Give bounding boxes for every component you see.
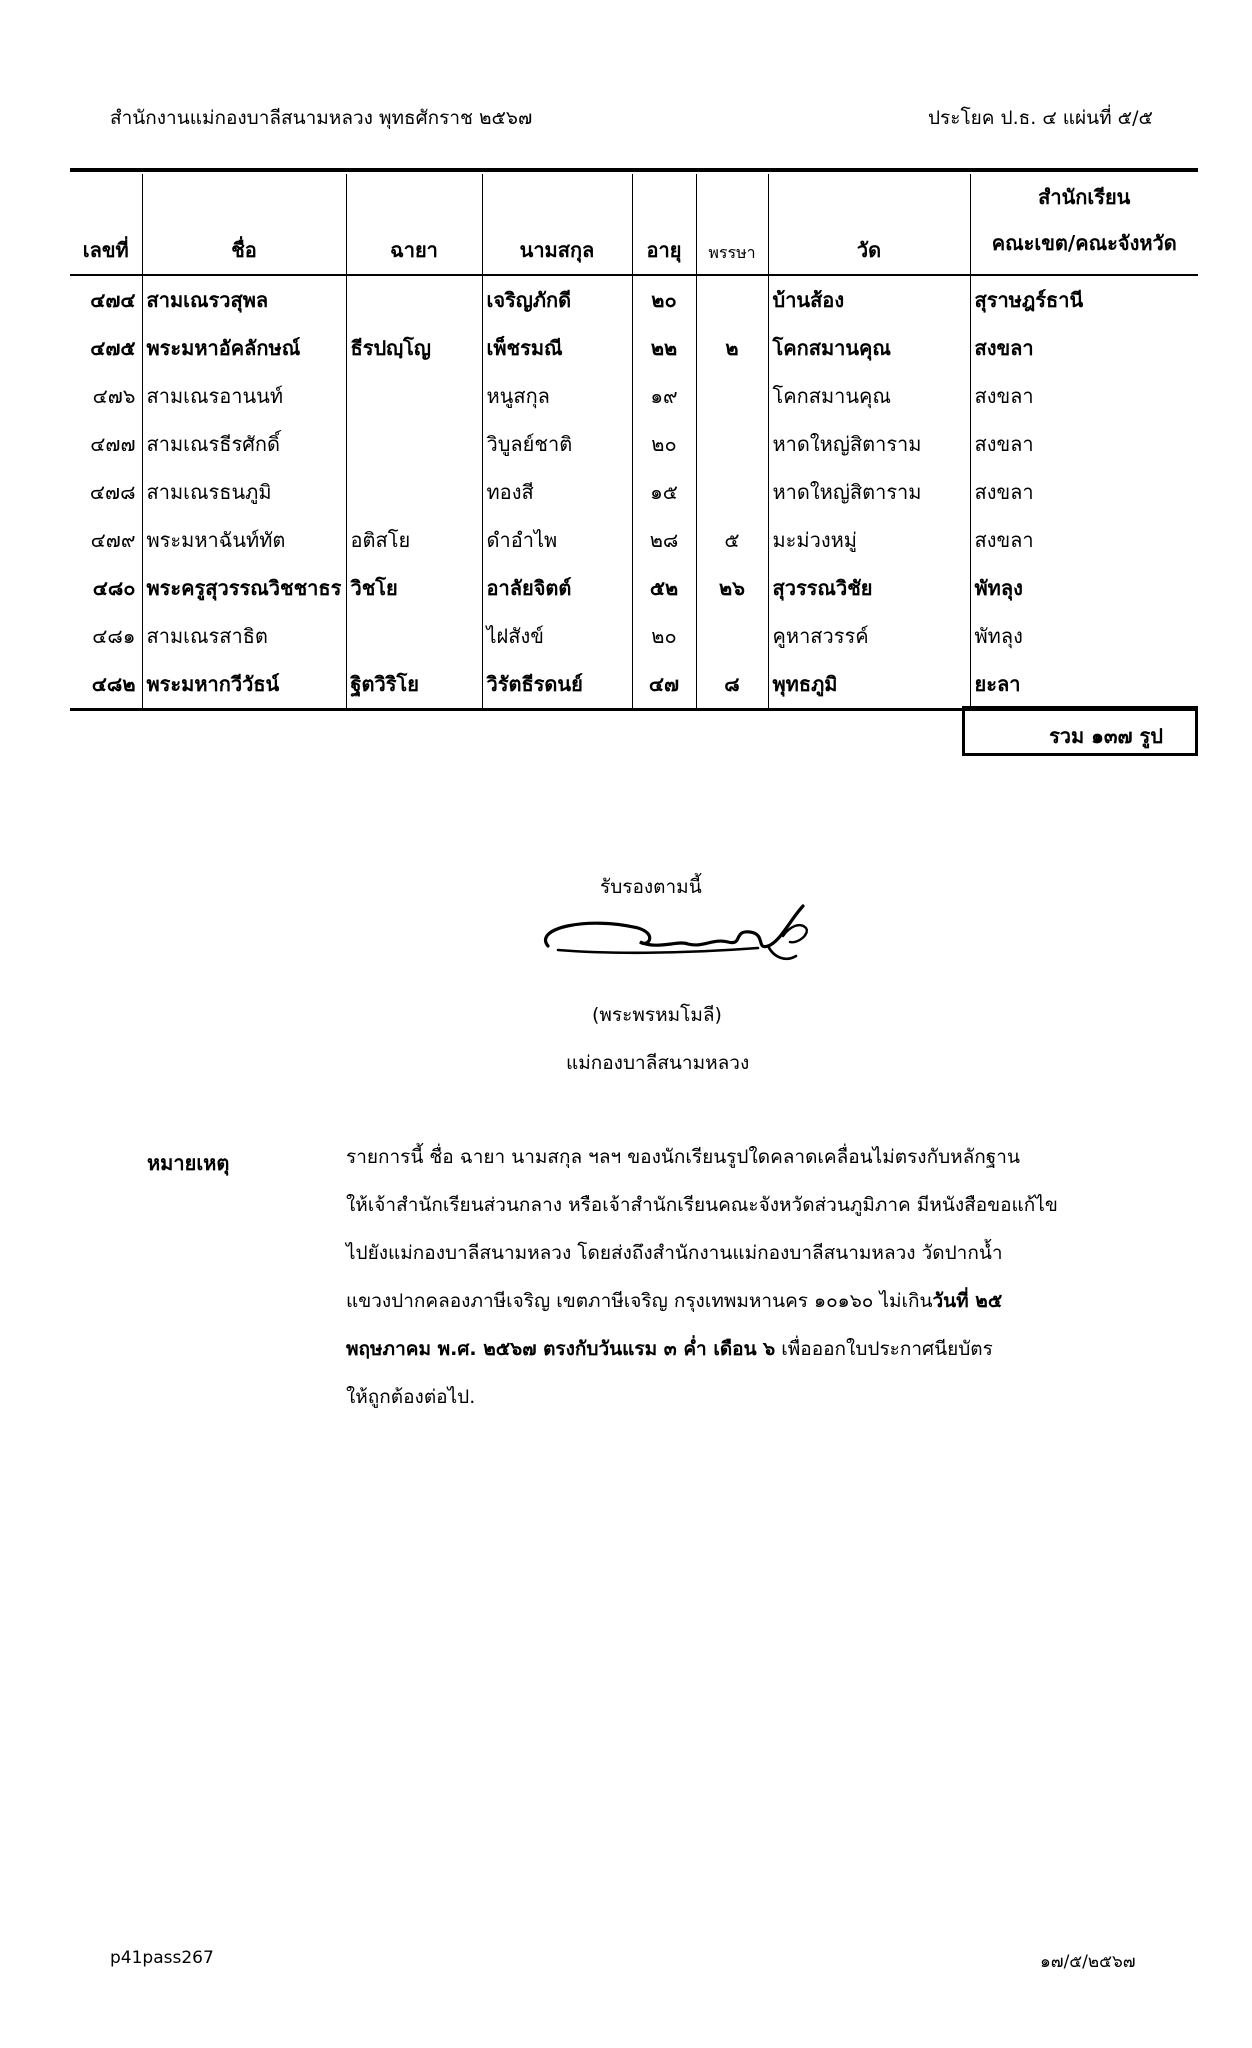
cell-school: สงขลา [970,420,1198,468]
cell-chaya [346,420,482,468]
cell-name: พระมหาฉันท์ทัต [142,516,346,564]
cell-pansa: ๕ [696,516,768,564]
note-line-4-text: แขวงปากคลองภาษีเจริญ เขตภาษีเจริญ กรุงเทพมหานคร ๑๐๑๖๐ ไม่เกิน [346,1290,933,1312]
signer-name: (พระพรหมโมลี) [592,1004,722,1026]
total-count-box: รวม ๑๓๗ รูป [962,706,1198,756]
cell-name: สามเณรสาธิต [142,612,346,660]
cell-name: พระมหากวีวัธน์ [142,660,346,710]
col-header-school-bottom: คณะเขต/คณะจังหวัด [991,231,1177,255]
cell-pansa [696,275,768,324]
cell-school: สงขลา [970,468,1198,516]
cell-school: พัทลุง [970,612,1198,660]
footer-file-code: p41pass267 [110,1948,214,1968]
table-row [70,564,1198,612]
cell-no: ๔๗๙ [90,528,136,552]
table-row [70,372,1198,420]
col-header-age: อายุ [632,174,696,275]
cell-surname: วิบูลย์ชาติ [482,420,632,468]
note-line-2: ให้เจ้าสำนักเรียนส่วนกลาง หรือเจ้าสำนักเรียนคณะจังหวัดส่วนภูมิภาค มีหนังสือขอแก้ไข [346,1194,1058,1216]
cell-surname: เจริญภักดี [482,275,632,324]
cell-no: ๔๗๔ [90,288,136,312]
results-table [70,174,1198,711]
cell-pansa: ๒๖ [696,564,768,612]
col-header-wat: วัด [768,174,970,275]
cell-surname: วิรัตธีรดนย์ [482,660,632,710]
cell-age: ๒๐ [632,275,696,324]
page-header-sheet: ประโยค ป.ธ. ๔ แผ่นที่ ๕/๕ [928,107,1153,129]
col-header-pansa: พรรษา [696,174,768,275]
table-top-rule [70,168,1198,172]
col-header-surname: นามสกุล [482,174,632,275]
cell-pansa [696,612,768,660]
cell-age: ๒๐ [632,420,696,468]
table-row [70,516,1198,564]
cell-wat: หาดใหญ่สิตาราม [768,468,970,516]
cell-no: ๔๗๖ [92,384,136,408]
cell-name: สามเณรธีรศักดิ์ [142,420,346,468]
cell-no: ๔๘๒ [70,660,142,710]
note-paragraph [346,1140,1086,1428]
page-header-office: สำนักงานแม่กองบาลีสนามหลวง พุทธศักราช ๒๕๖๗ [110,107,533,129]
note-line-3: ไปยังแม่กองบาลีสนามหลวง โดยส่งถึงสำนักงานแม่กองบาลีสนามหลวง วัดปากน้ำ [346,1242,1003,1264]
cell-school: สงขลา [970,324,1198,372]
table-row [70,275,1198,324]
table-header-row [70,174,1198,275]
col-header-chaya: ฉายา [346,174,482,275]
cell-chaya [346,275,482,324]
cell-school: พัทลุง [970,564,1198,612]
cell-name: พระครูสุวรรณวิชชาธร [142,564,346,612]
table-row [70,612,1198,660]
note-label: หมายเหตุ [147,1151,230,1175]
cell-no: ๔๗๗ [90,432,136,456]
cell-age: ๑๕ [632,468,696,516]
cell-pansa: ๒ [696,324,768,372]
table-row [70,324,1198,372]
col-header-school [970,174,1198,275]
cell-surname: ทองสี [482,468,632,516]
cell-wat: หาดใหญ่สิตาราม [768,420,970,468]
cell-school: สงขลา [970,372,1198,420]
signer-title: แม่กองบาลีสนามหลวง [566,1052,750,1074]
cell-chaya: อติสโย [346,516,482,564]
cell-surname: ดำอำไพ [482,516,632,564]
cell-wat: โคกสมานคุณ [768,324,970,372]
cell-wat: สุวรรณวิชัย [768,564,970,612]
cell-wat: พุทธภูมิ [768,660,970,710]
cell-age: ๒๒ [632,324,696,372]
note-line-4 [346,1284,1086,1332]
cell-age: ๑๙ [632,372,696,420]
col-header-school-top: สำนักเรียน [1038,185,1131,209]
cell-age: ๒๐ [632,612,696,660]
cell-surname: ไฝสังข์ [482,612,632,660]
cell-pansa [696,420,768,468]
table-row [70,660,1198,710]
signature-image [528,898,818,978]
cell-age: ๒๘ [632,516,696,564]
cell-no: ๔๗๕ [90,336,136,360]
cell-chaya: ธีรปญฺโญ [346,324,482,372]
cell-name: สามเณรธนภูมิ [142,468,346,516]
cell-school: สงขลา [970,516,1198,564]
col-header-no: เลขที่ [70,174,142,275]
table-row [70,468,1198,516]
cell-wat: บ้านส้อง [768,275,970,324]
col-header-name: ชื่อ [142,174,346,275]
note-deadline-month: พฤษภาคม พ.ศ. ๒๕๖๗ ตรงกับวันแรม ๓ ค่ำ เดือน ๖ [346,1338,776,1360]
cell-pansa [696,468,768,516]
table-row [70,420,1198,468]
cell-surname: อาลัยจิตต์ [482,564,632,612]
cell-chaya [346,468,482,516]
cell-no: ๔๘๐ [92,576,136,600]
cell-wat: มะม่วงหมู่ [768,516,970,564]
cell-pansa [696,372,768,420]
footer-date: ๑๗/๕/๒๕๖๗ [1040,1952,1136,1972]
cell-wat: คูหาสวรรค์ [768,612,970,660]
cell-age: ๕๒ [632,564,696,612]
cell-surname: หนูสกุล [482,372,632,420]
cell-school: ยะลา [970,660,1198,710]
note-line-5 [346,1332,1086,1380]
cell-no: ๔๘๑ [92,624,136,648]
cell-name: สามเณรอานนท์ [142,372,346,420]
note-deadline-date: วันที่ ๒๕ [932,1290,1003,1312]
certification-caption: รับรองตามนี้ [600,876,702,898]
note-line-5-text: เพื่อออกใบประกาศนียบัตร [775,1338,993,1360]
cell-pansa: ๘ [696,660,768,710]
cell-wat: โคกสมานคุณ [768,372,970,420]
cell-surname: เพ็ชรมณี [482,324,632,372]
cell-school: สุราษฎร์ธานี [970,275,1198,324]
note-line-1: รายการนี้ ชื่อ ฉายา นามสกุล ฯลฯ ของนักเรียนรูปใดคลาดเคลื่อนไม่ตรงกับหลักฐาน [346,1146,1020,1168]
cell-chaya: วิชโย [346,564,482,612]
cell-chaya [346,612,482,660]
note-line-6: ให้ถูกต้องต่อไป. [346,1386,476,1408]
cell-name: พระมหาอัคลักษณ์ [142,324,346,372]
cell-no: ๔๗๘ [89,480,136,504]
cell-age: ๔๗ [632,660,696,710]
table-body [70,275,1198,710]
cell-chaya [346,372,482,420]
cell-name: สามเณรวสุพล [142,275,346,324]
cell-chaya: ฐิตวิริโย [346,660,482,710]
